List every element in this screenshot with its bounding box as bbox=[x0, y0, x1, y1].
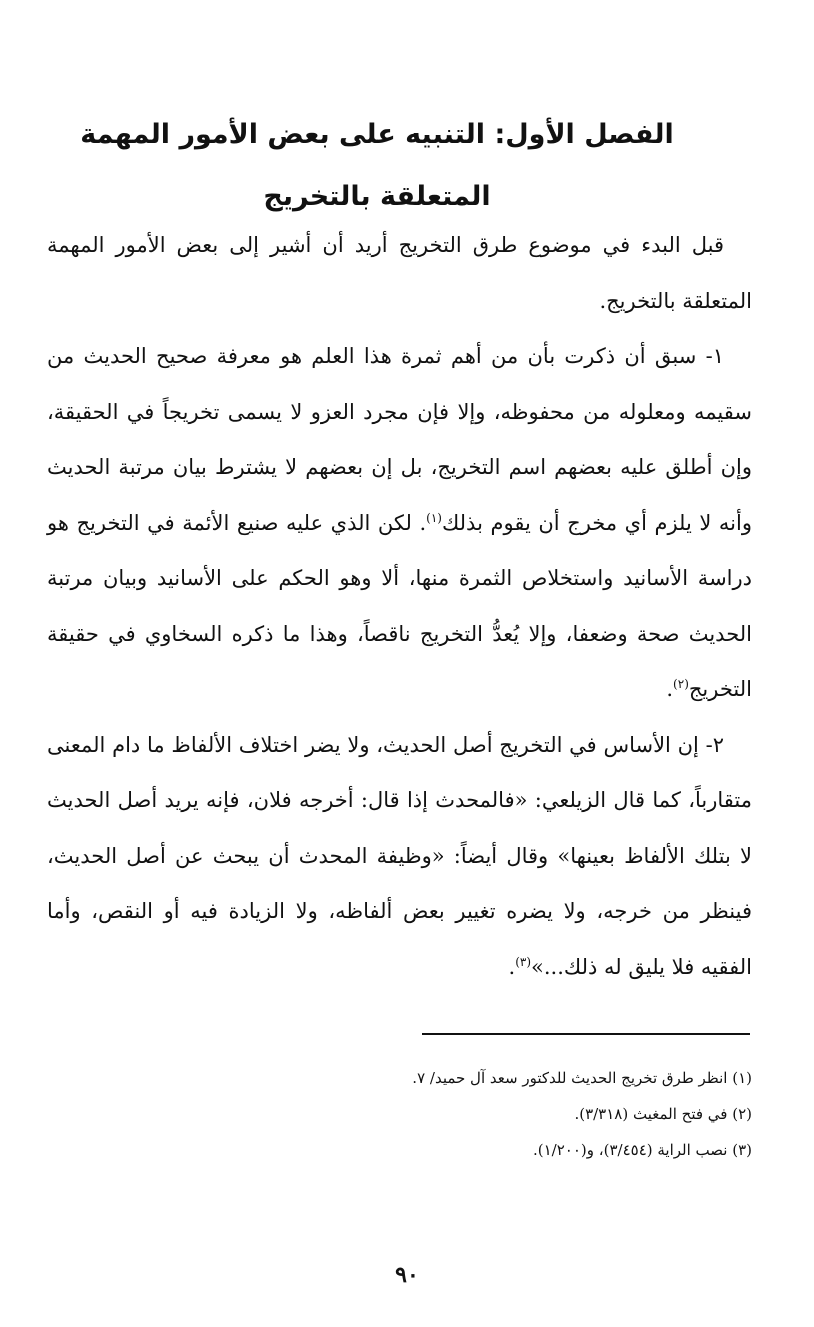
footnote-2: (٢) في فتح المغيث (٣/٣١٨). bbox=[574, 1105, 752, 1123]
paragraph-2-text: ٢- إن الأساس في التخريج أصل الحديث، ولا يضر اختلاف الألفاظ ما دام المعنى متقارباً، كما قال الزيلعي: «فالمحدث إذا قال: أخرجه فلان، فإنه يريد أصل الحديث لا بتلك الألفاظ بعينها» وقال أيضاً: «وظيفة المحدث أن يبحث عن أصل الحديث، فينظر من خرجه، ولا يضره تغيير بعض ألفاظه، ولا الزيادة فيه أو النقص، وأما الفقيه فلا يليق له ذلك...» bbox=[47, 732, 753, 979]
paragraph-2 bbox=[47, 718, 752, 996]
paragraph-1-end: . bbox=[666, 677, 674, 701]
footnote-ref-1[interactable]: (١) bbox=[426, 510, 442, 525]
footnote-ref-3[interactable]: (٣) bbox=[515, 954, 532, 969]
intro-paragraph: قبل البدء في موضوع طرق التخريج أريد أن أشير إلى بعض الأمور المهمة المتعلقة بالتخريج. bbox=[47, 233, 752, 313]
body-text bbox=[47, 218, 752, 995]
chapter-title: الفصل الأول: التنبيه على بعض الأمور المهمة المتعلقة بالتخريج bbox=[80, 119, 674, 212]
footnote-1: (١) انظر طرق تخريج الحديث للدكتور سعد آل حميد/ ٧. bbox=[412, 1069, 752, 1087]
footnote-divider bbox=[422, 1033, 750, 1035]
paragraph-1 bbox=[47, 329, 752, 718]
paragraph-1-text-a: ١- سبق أن ذكرت بأن من أهم ثمرة هذا العلم هو معرفة صحيح الحديث من سقيمه ومعلوله من محفوظه، وإلا فإن مجرد العزو لا يسمى تخريجاً في الحقيقة، وإن أطلق عليه بعضهم اسم التخريج، بل إن بعضهم لا يشترط بيان مرتبة الحديث وأنه لا يلزم أي مخرج أن يقوم بذلك bbox=[47, 344, 752, 535]
footnote-3: (٣) نصب الراية (٣/٤٥٤)، و(١/٢٠٠). bbox=[533, 1141, 752, 1159]
footnote-ref-2[interactable]: (٢) bbox=[673, 677, 689, 691]
page-number: ٩٠ bbox=[395, 1262, 419, 1288]
paragraph-1-text-b: . لكن الذي عليه صنيع الأئمة في التخريج هو دراسة الأسانيد واستخلاص الثمرة منها، ألا وهو الحكم على الأسانيد وبيان مرتبة الحديث صحة وضعفا، وإلا يُعدُّ التخريج ناقصاً، وهذا ما ذكره السخاوي في حقيقة التخريج bbox=[47, 510, 752, 701]
paragraph-2-end: . bbox=[508, 954, 516, 979]
footnotes bbox=[60, 1060, 752, 1168]
